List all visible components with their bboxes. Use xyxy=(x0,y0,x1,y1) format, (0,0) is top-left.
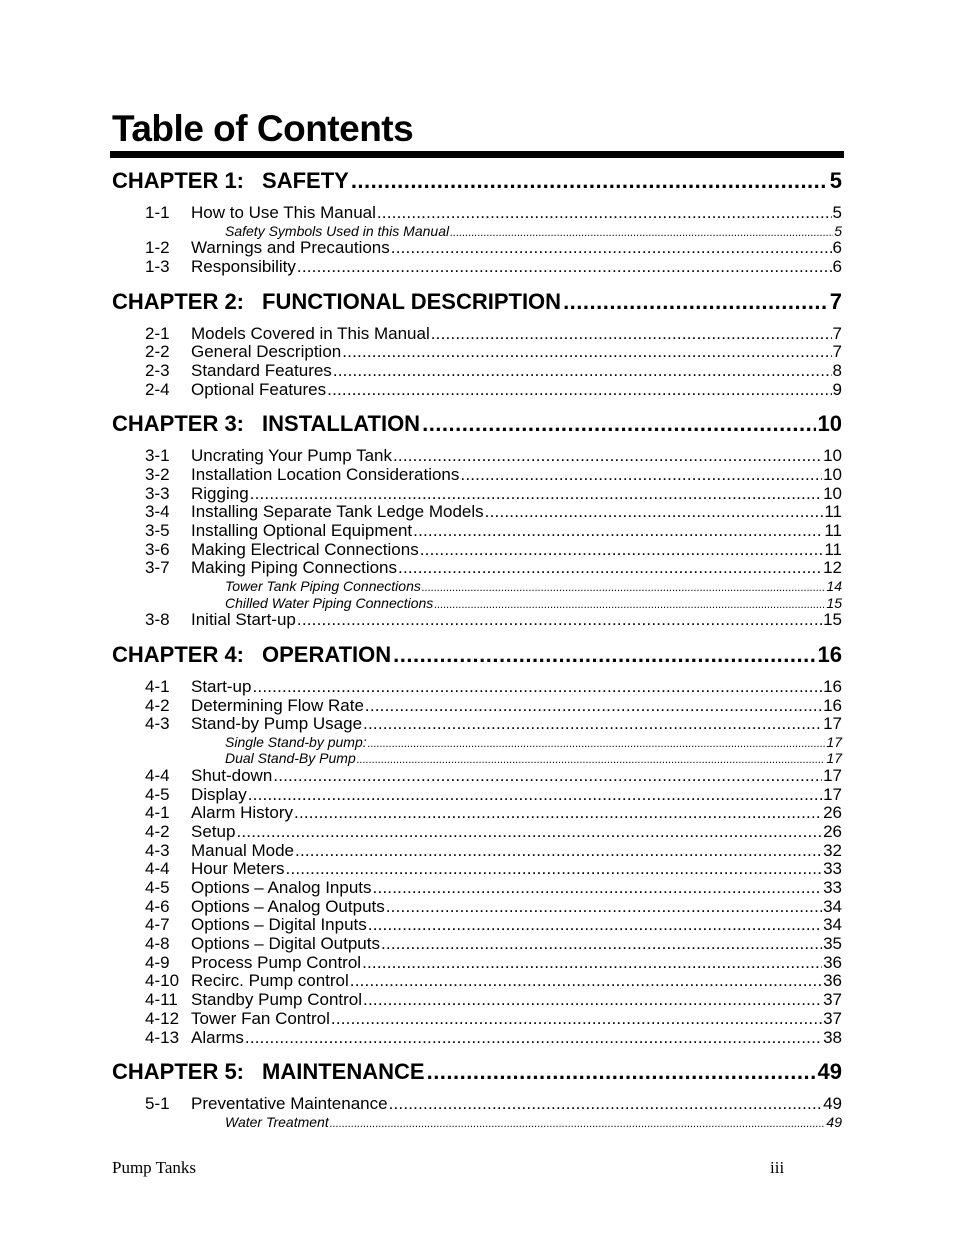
section-page-number: 11 xyxy=(824,539,842,559)
section-title: Options – Digital Outputs xyxy=(191,934,380,954)
section-number: 4-9 xyxy=(145,952,170,972)
chapter-spacer xyxy=(112,277,842,285)
section-number: 4-2 xyxy=(145,695,170,715)
section-title: Rigging xyxy=(191,483,249,503)
subsection-title: Chilled Water Piping Connections xyxy=(225,594,434,611)
section-number: 4-3 xyxy=(145,714,170,734)
chapter-page-number: 7 xyxy=(829,288,842,314)
section-page-number: 33 xyxy=(823,859,842,879)
chapter-number: CHAPTER 3: xyxy=(112,411,245,437)
section-title: Alarm History xyxy=(191,803,294,823)
section-page-number: 16 xyxy=(823,695,842,715)
section-page-number: 10 xyxy=(823,465,842,484)
section-page-number: 16 xyxy=(823,676,842,696)
toc-entry[interactable] xyxy=(112,258,842,277)
section-title: Process Pump Control xyxy=(191,952,362,972)
chapter-number: CHAPTER 2: xyxy=(112,288,245,314)
section-page-number: 6 xyxy=(832,256,842,276)
dot-leader xyxy=(236,823,822,842)
section-title: Standard Features xyxy=(191,360,332,380)
subsection-title: Tower Tank Piping Connections xyxy=(225,578,421,595)
toc-entry[interactable] xyxy=(112,767,842,786)
subsection-page-number: 5 xyxy=(834,222,842,239)
chapter-number: CHAPTER 4: xyxy=(112,641,245,667)
toc-entry[interactable] xyxy=(112,823,842,842)
section-page-number: 34 xyxy=(823,915,842,935)
dot-leader xyxy=(393,447,822,466)
toc-entry[interactable] xyxy=(112,842,842,861)
section-page-number: 34 xyxy=(823,896,842,916)
dot-leader xyxy=(252,678,822,697)
dot-leader xyxy=(330,1114,826,1133)
section-title: Warnings and Precautions xyxy=(191,238,390,258)
dot-leader xyxy=(286,860,823,879)
section-page-number: 36 xyxy=(823,952,842,972)
section-number: 3-7 xyxy=(145,558,170,578)
dot-leader xyxy=(350,972,822,991)
dot-leader xyxy=(460,466,822,485)
section-page-number: 17 xyxy=(823,714,842,734)
section-page-number: 12 xyxy=(823,558,842,578)
section-page-number: 17 xyxy=(823,765,842,785)
toc-subentry[interactable] xyxy=(112,1114,842,1131)
dot-leader xyxy=(420,541,824,560)
section-number: 1-1 xyxy=(145,203,170,222)
section-title: General Description xyxy=(191,342,342,362)
dot-leader xyxy=(368,916,822,935)
section-title: Installation Location Considerations xyxy=(191,465,460,484)
dot-leader xyxy=(327,381,831,400)
section-number: 4-5 xyxy=(145,878,170,897)
section-page-number: 49 xyxy=(823,1094,842,1114)
chapter-spacer xyxy=(112,1047,842,1055)
section-title: Tower Fan Control xyxy=(191,1008,330,1028)
dot-leader xyxy=(386,898,822,917)
section-number: 4-10 xyxy=(145,971,180,991)
toc-entry[interactable] xyxy=(112,972,842,991)
dot-leader xyxy=(248,786,822,805)
toc-entry[interactable] xyxy=(112,916,842,935)
dot-leader xyxy=(362,954,822,973)
dot-leader xyxy=(342,343,831,362)
section-number: 4-11 xyxy=(145,990,178,1010)
section-page-number: 8 xyxy=(832,360,842,380)
subsection-page-number: 14 xyxy=(826,578,842,595)
section-number: 3-1 xyxy=(145,446,170,466)
section-page-number: 11 xyxy=(824,521,842,541)
section-title: Preventative Maintenance xyxy=(191,1094,388,1114)
toc-entry[interactable] xyxy=(112,204,842,223)
toc-entry[interactable] xyxy=(112,954,842,973)
dot-leader xyxy=(563,285,828,319)
subsection-title: Water Treatment xyxy=(225,1113,329,1130)
section-title: Responsibility xyxy=(191,256,296,276)
chapter-page-number: 10 xyxy=(817,411,842,437)
section-number: 4-5 xyxy=(145,784,170,804)
section-page-number: 32 xyxy=(823,840,842,860)
section-number: 3-8 xyxy=(145,610,170,630)
section-page-number: 7 xyxy=(832,342,842,362)
dot-leader xyxy=(389,1095,823,1114)
section-title: Standby Pump Control xyxy=(191,990,363,1010)
section-number: 4-1 xyxy=(145,676,170,696)
subsection-page-number: 49 xyxy=(826,1113,842,1130)
subsection-title: Dual Stand-By Pump xyxy=(225,750,356,767)
subsection-page-number: 17 xyxy=(826,733,842,750)
section-title: Start-up xyxy=(191,676,252,696)
section-title: Optional Features xyxy=(191,379,327,399)
section-title: Options – Analog Inputs xyxy=(191,878,372,897)
section-page-number: 37 xyxy=(823,990,842,1010)
toc-entry[interactable] xyxy=(112,466,842,485)
section-title: Installing Separate Tank Ledge Models xyxy=(191,502,484,522)
dot-leader xyxy=(431,325,832,344)
dot-leader xyxy=(245,1029,822,1048)
section-title: Making Electrical Connections xyxy=(191,539,419,559)
dot-leader xyxy=(427,1055,816,1089)
section-page-number: 33 xyxy=(823,878,842,897)
section-title: Display xyxy=(191,784,247,804)
toc-subentry[interactable] xyxy=(112,578,842,595)
chapter-title: OPERATION xyxy=(262,641,392,667)
toc-entry[interactable] xyxy=(112,325,842,344)
section-number: 1-2 xyxy=(145,238,170,258)
dot-leader xyxy=(363,991,822,1010)
toc-entry[interactable] xyxy=(112,678,842,697)
dot-leader xyxy=(365,697,822,716)
section-page-number: 6 xyxy=(832,238,842,258)
chapter-number: CHAPTER 1: xyxy=(112,168,245,193)
dot-leader xyxy=(351,164,828,198)
toc-entry[interactable] xyxy=(112,715,842,734)
section-number: 3-4 xyxy=(145,502,170,522)
section-title: Models Covered in This Manual xyxy=(191,323,430,343)
dot-leader xyxy=(333,362,832,381)
dot-leader xyxy=(485,503,824,522)
toc-entry[interactable] xyxy=(112,786,842,805)
section-title: Hour Meters xyxy=(191,859,285,879)
section-page-number: 37 xyxy=(823,1008,842,1028)
chapter-title: FUNCTIONAL DESCRIPTION xyxy=(262,288,562,314)
section-title: Making Piping Connections xyxy=(191,558,398,578)
section-page-number: 17 xyxy=(823,784,842,804)
toc-entry[interactable] xyxy=(112,991,842,1010)
section-title: How to Use This Manual xyxy=(191,203,376,222)
section-number: 5-1 xyxy=(145,1094,170,1114)
section-number: 2-2 xyxy=(145,342,170,362)
chapter-heading[interactable] xyxy=(112,164,842,198)
chapter-heading[interactable] xyxy=(112,638,842,672)
toc-entry[interactable] xyxy=(112,898,842,917)
section-number: 4-6 xyxy=(145,896,170,916)
dot-leader xyxy=(363,715,822,734)
dot-leader xyxy=(422,407,815,441)
toc-entry[interactable] xyxy=(112,1010,842,1029)
dot-leader xyxy=(331,1010,822,1029)
dot-leader xyxy=(413,522,823,541)
section-title: Setup xyxy=(191,821,236,841)
toc-entry[interactable] xyxy=(112,362,842,381)
section-title: Recirc. Pump control xyxy=(191,971,349,991)
dot-leader xyxy=(294,804,822,823)
section-page-number: 38 xyxy=(823,1027,842,1047)
section-number: 3-2 xyxy=(145,465,170,484)
section-number: 4-4 xyxy=(145,765,170,785)
title-rule xyxy=(110,151,844,158)
section-title: Uncrating Your Pump Tank xyxy=(191,446,392,466)
section-title: Manual Mode xyxy=(191,840,295,860)
chapter-heading[interactable] xyxy=(112,407,842,441)
section-number: 4-1 xyxy=(145,803,170,823)
chapter-spacer xyxy=(112,399,842,407)
page-title: Table of Contents xyxy=(112,108,414,149)
subsection-title: Safety Symbols Used in this Manual xyxy=(225,222,450,239)
dot-leader xyxy=(381,935,822,954)
chapter-title: INSTALLATION xyxy=(262,411,421,437)
toc-entry[interactable] xyxy=(112,1095,842,1114)
dot-leader xyxy=(297,258,832,277)
section-title: Options – Digital Inputs xyxy=(191,915,367,935)
section-page-number: 7 xyxy=(832,323,842,343)
chapter-heading[interactable] xyxy=(112,285,842,319)
section-title: Stand-by Pump Usage xyxy=(191,714,363,734)
section-title: Determining Flow Rate xyxy=(191,695,364,715)
chapter-page-number: 5 xyxy=(829,168,842,193)
toc-entry[interactable] xyxy=(112,1029,842,1048)
toc-entry[interactable] xyxy=(112,860,842,879)
toc-entry[interactable] xyxy=(112,381,842,400)
subsection-page-number: 15 xyxy=(826,594,842,611)
dot-leader xyxy=(393,638,815,672)
toc-subentry[interactable] xyxy=(112,734,842,751)
toc-entry[interactable] xyxy=(112,485,842,504)
chapter-spacer xyxy=(112,630,842,638)
section-number: 3-6 xyxy=(145,539,170,559)
chapter-page-number: 16 xyxy=(817,641,842,667)
section-number: 4-4 xyxy=(145,859,170,879)
section-page-number: 26 xyxy=(823,821,842,841)
chapter-page-number: 49 xyxy=(817,1059,842,1085)
dot-leader xyxy=(295,842,822,861)
section-title: Installing Optional Equipment xyxy=(191,521,413,541)
chapter-heading[interactable] xyxy=(112,1055,842,1089)
toc-entry[interactable] xyxy=(112,541,842,560)
section-page-number: 36 xyxy=(823,971,842,991)
section-number: 4-3 xyxy=(145,840,170,860)
chapter-title: SAFETY xyxy=(262,168,349,193)
dot-leader xyxy=(273,767,822,786)
section-page-number: 11 xyxy=(824,502,842,522)
section-page-number: 5 xyxy=(832,203,842,222)
footer-document-name: Pump Tanks xyxy=(112,1158,196,1177)
section-title: Initial Start-up xyxy=(191,610,296,630)
toc-entry[interactable] xyxy=(112,343,842,362)
section-number: 3-5 xyxy=(145,521,170,541)
subsection-page-number: 17 xyxy=(826,750,842,767)
dot-leader xyxy=(373,879,823,898)
dot-leader xyxy=(391,239,832,258)
section-title: Shut-down xyxy=(191,765,273,785)
dot-leader xyxy=(250,485,822,504)
section-title: Alarms xyxy=(191,1027,244,1047)
section-page-number: 26 xyxy=(823,803,842,823)
section-page-number: 9 xyxy=(832,379,842,399)
table-of-contents xyxy=(112,164,842,1138)
section-number: 4-12 xyxy=(145,1008,180,1028)
toc-entry[interactable] xyxy=(112,559,842,578)
dot-leader xyxy=(377,204,832,223)
subsection-title: Single Stand-by pump: xyxy=(225,733,367,750)
section-number: 2-3 xyxy=(145,360,170,380)
toc-entry[interactable] xyxy=(112,697,842,716)
section-number: 1-3 xyxy=(145,256,170,276)
section-title: Options – Analog Outputs xyxy=(191,896,385,916)
toc-subentry[interactable] xyxy=(112,750,842,767)
dot-leader xyxy=(398,559,822,578)
section-number: 4-13 xyxy=(145,1027,180,1047)
toc-entry[interactable] xyxy=(112,935,842,954)
dot-leader xyxy=(297,611,822,630)
section-number: 2-4 xyxy=(145,379,170,399)
section-number: 4-7 xyxy=(145,915,170,935)
chapter-title: MAINTENANCE xyxy=(262,1059,425,1085)
footer-page-number: iii xyxy=(770,1158,785,1177)
section-number: 3-3 xyxy=(145,483,170,503)
section-page-number: 10 xyxy=(823,483,842,503)
toc-entry[interactable] xyxy=(112,804,842,823)
toc-entry[interactable] xyxy=(112,522,842,541)
chapter-number: CHAPTER 5: xyxy=(112,1059,245,1085)
section-page-number: 35 xyxy=(823,934,842,954)
toc-subentry[interactable] xyxy=(112,223,842,240)
section-page-number: 15 xyxy=(823,610,842,630)
toc-entry[interactable] xyxy=(112,239,842,258)
toc-entry[interactable] xyxy=(112,503,842,522)
toc-entry[interactable] xyxy=(112,879,842,898)
section-number: 4-8 xyxy=(145,934,170,954)
section-number: 2-1 xyxy=(145,323,170,343)
toc-subentry[interactable] xyxy=(112,595,842,612)
section-number: 4-2 xyxy=(145,821,170,841)
toc-entry[interactable] xyxy=(112,611,842,630)
toc-entry[interactable] xyxy=(112,447,842,466)
section-page-number: 10 xyxy=(823,446,842,466)
